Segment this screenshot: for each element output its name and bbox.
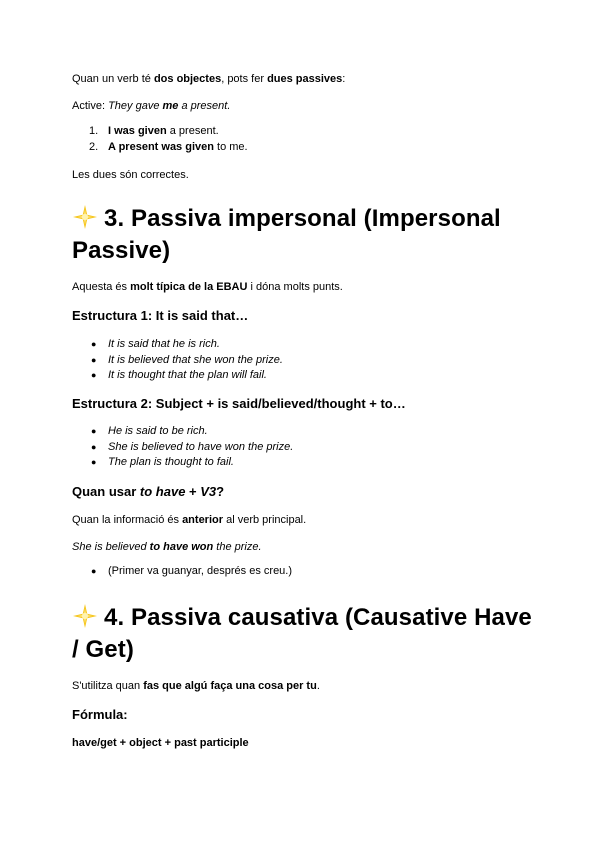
bullet-icon: ● — [91, 426, 97, 436]
star-icon — [72, 204, 98, 230]
when-to-use-heading: Quan usar to have + V3? — [72, 484, 225, 499]
bullet-icon: ● — [91, 441, 97, 452]
passive-list — [72, 124, 540, 155]
active-example: Active: They gave me a present. — [72, 100, 231, 112]
list-item: ● The plan is thought to fail. — [72, 455, 540, 471]
both-correct-text: Les dues són correctes. — [72, 169, 189, 181]
note-list — [72, 564, 540, 580]
section-3-intro: Aquesta és molt típica de la EBAU i dóna molts punts. — [72, 281, 343, 293]
structure-2-list — [72, 424, 540, 471]
list-item: ● She is believed to have won the prize. — [72, 440, 540, 456]
bullet-icon: ● — [91, 370, 97, 380]
list-item: ● (Primer va guanyar, després es creu.) — [72, 564, 540, 580]
bullet-icon: ● — [91, 339, 97, 349]
list-item: ● It is thought that the plan will fail. — [72, 368, 540, 384]
structure-1-list — [72, 337, 540, 384]
structure-1-heading: Estructura 1: It is said that… — [72, 308, 249, 323]
bullet-icon: ● — [91, 566, 97, 576]
formula-text: have/get + object + past participle — [72, 737, 249, 749]
list-item: ● He is said to be rich. — [72, 424, 540, 440]
bullet-icon: ● — [91, 354, 97, 365]
anterior-paragraph: Quan la informació és anterior al verb principal. — [72, 514, 307, 526]
example-sentence: She is believed to have won the prize. — [72, 541, 262, 553]
formula-heading: Fórmula: — [72, 707, 128, 722]
list-item: ● It is believed that she won the prize. — [72, 353, 540, 369]
structure-2-heading: Estructura 2: Subject + is said/believed/thought + to… — [72, 396, 406, 411]
star-icon — [72, 603, 98, 629]
bullet-icon: ● — [91, 457, 97, 467]
list-item: 2. A present was given to me. — [89, 140, 248, 153]
section-4-heading: 4. Passiva causativa (Causative Have / Get) — [72, 604, 532, 663]
list-item: 1. I was given a present. — [89, 125, 219, 137]
section-4-intro: S'utilitza quan fas que algú faça una cosa per tu. — [72, 680, 320, 692]
intro-paragraph: Quan un verb té dos objectes, pots fer dues passives: — [72, 73, 346, 85]
section-3-heading: 3. Passiva impersonal (Impersonal Passive) — [72, 205, 501, 264]
list-item: ● It is said that he is rich. — [72, 337, 540, 353]
